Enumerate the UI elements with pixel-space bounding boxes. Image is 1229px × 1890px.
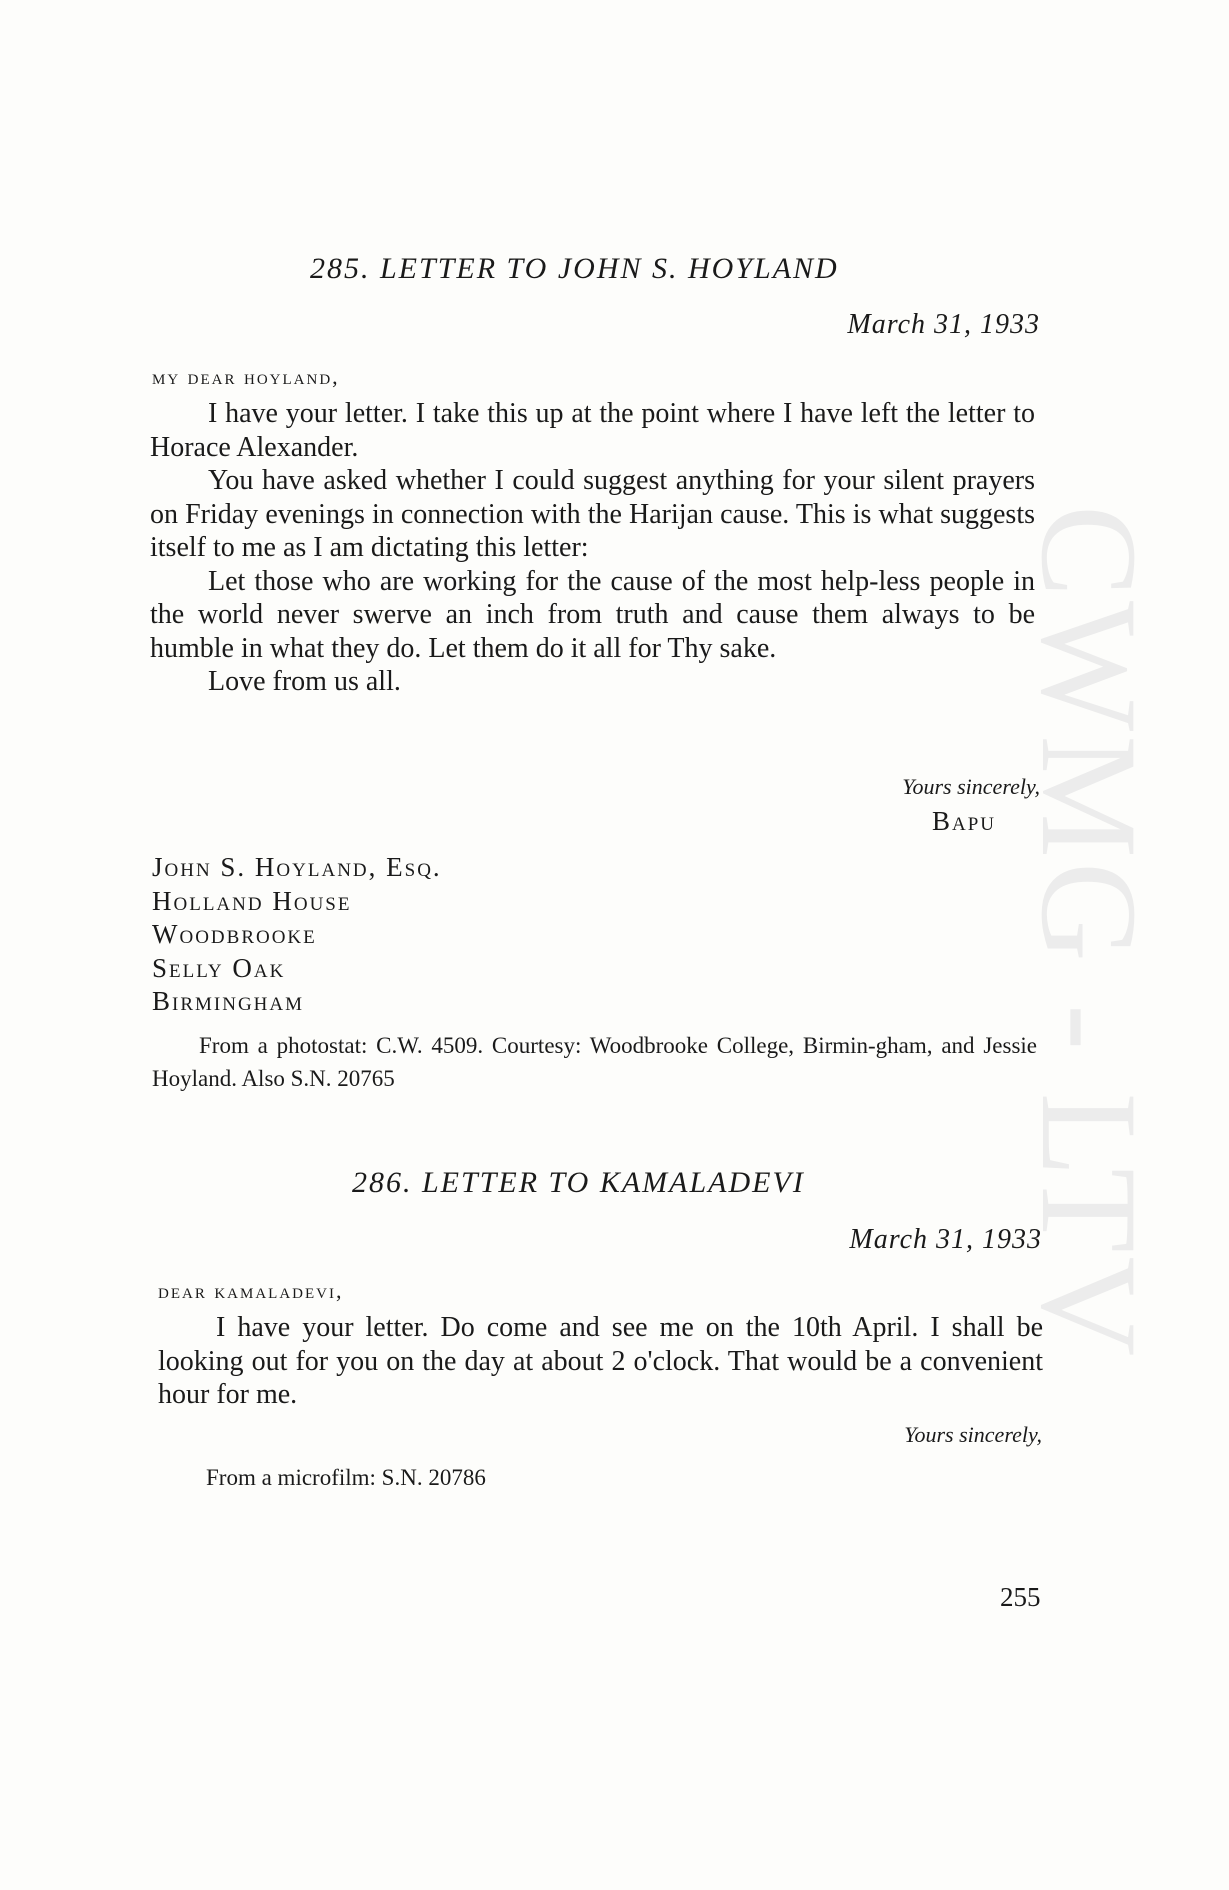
paragraph: I have your letter. Do come and see me on the 10th April. I shall be looking out for you on the day at about 2 o'clock. That would be a convenient hour for me.	[158, 1312, 1043, 1410]
source-text: From a photostat: C.W. 4509. Courtesy: Woodbrooke College, Birmin-gham, and Jessie Hoyland. Also S.N. 20765	[152, 1033, 1037, 1091]
address-line: Woodbrooke	[152, 919, 317, 949]
paragraph: I have your letter. I take this up at the point where I have left the letter to Horace Alexander.	[150, 398, 1035, 463]
letter-date: March 31, 1933	[849, 1224, 1042, 1255]
paragraph: Let those who are working for the cause of the most help-less people in the world never swerve an inch from truth and cause them always to be humble in what they do. Let them do it all for Thy sake.	[150, 565, 1035, 664]
salutation: my dear hoyland,	[152, 364, 340, 389]
paragraph: You have asked whether I could suggest anything for your silent prayers on Friday evenings in connection with the Harijan cause. This is what suggests itself to me as I am dictating this letter:	[150, 465, 1035, 563]
letter-title: 286. LETTER TO KAMALADEVI	[352, 1166, 805, 1199]
page-number: 255	[1000, 1582, 1041, 1612]
letter-body	[158, 1311, 1043, 1412]
closing: Yours sincerely,	[904, 1422, 1042, 1447]
source-note	[152, 1029, 1037, 1095]
paragraph: Love from us all.	[208, 666, 401, 697]
signature: Bapu	[932, 806, 997, 836]
letter-title: 285. LETTER TO JOHN S. HOYLAND	[310, 252, 839, 285]
source-note	[206, 1461, 906, 1494]
letter-date: March 31, 1933	[847, 309, 1040, 340]
address-line: Birmingham	[152, 986, 305, 1016]
closing: Yours sincerely,	[902, 774, 1040, 799]
source-text: From a microfilm: S.N. 20786	[206, 1465, 486, 1490]
address-block	[152, 851, 442, 1019]
salutation: dear kamaladevi,	[158, 1278, 344, 1303]
address-line: Holland House	[152, 885, 352, 916]
address-line: John S. Hoyland, Esq.	[152, 852, 442, 882]
address-line: Selly Oak	[152, 952, 286, 983]
letter-body	[150, 397, 1035, 699]
watermark: CWMG - LTV	[1013, 505, 1166, 1361]
